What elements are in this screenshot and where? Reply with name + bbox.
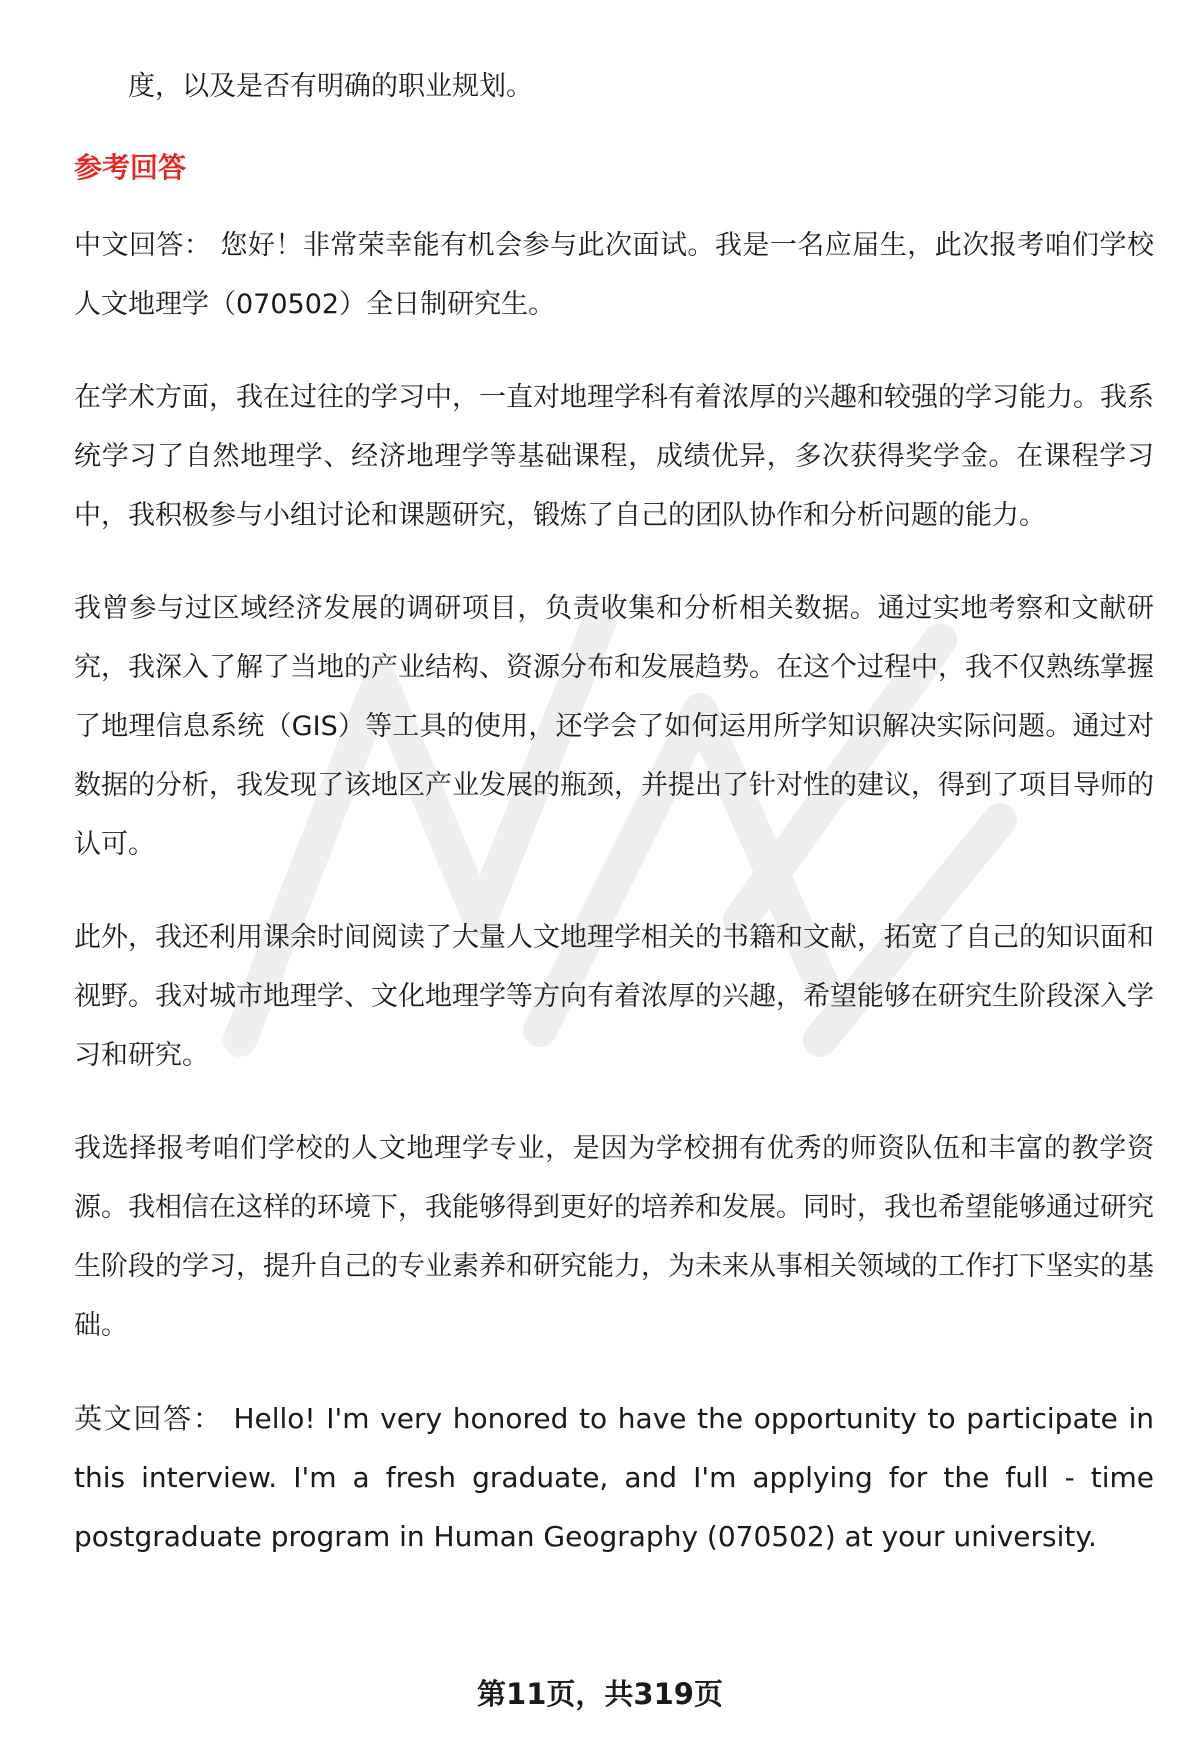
paragraph-motivation: 我选择报考咱们学校的人文地理学专业，是因为学校拥有优秀的师资队伍和丰富的教学资源。我相信在这样的环境下，我能够得到更好的培养和发展。同时，我也希望能够通过研究生阶段的学习，提升自己的专业素养和研究能力，为未来从事相关领域的工作打下坚实的基础。 xyxy=(74,1133,1154,1341)
document-body xyxy=(74,62,1154,1600)
paragraph-extra-reading: 此外，我还利用课余时间阅读了大量人文地理学相关的书籍和文献，拓宽了自己的知识面和视野。我对城市地理学、文化地理学等方向有着浓厚的兴趣，希望能够在研究生阶段深入学习和研究。 xyxy=(74,922,1154,1071)
section-heading: 参考回答 xyxy=(74,151,187,184)
intro-continuation: 度，以及是否有明确的职业规划。 xyxy=(128,71,533,102)
paragraph-academics: 在学术方面，我在过往的学习中，一直对地理学科有着浓厚的兴趣和较强的学习能力。我系统学习了自然地理学、经济地理学等基础课程，成绩优异，多次获得奖学金。在课程学习中，我积极参与小组讨论和课题研究，锻炼了自己的团队协作和分析问题的能力。 xyxy=(74,382,1154,531)
paragraph-chinese-intro: 中文回答： 您好！非常荣幸能有机会参与此次面试。我是一名应届生，此次报考咱们学校人文地理学（070502）全日制研究生。 xyxy=(74,230,1154,320)
paragraph-research-project: 我曾参与过区域经济发展的调研项目，负责收集和分析相关数据。通过实地考察和文献研究，我深入了解了当地的产业结构、资源分布和发展趋势。在这个过程中，我不仅熟练掌握了地理信息系统（GIS）等工具的使用，还学会了如何运用所学知识解决实际问题。通过对数据的分析，我发现了该地区产业发展的瓶颈，并提出了针对性的建议，得到了项目导师的认可。 xyxy=(74,593,1154,860)
page-number-footer: 第11页，共319页 xyxy=(477,1677,723,1711)
paragraph-english-answer: 英文回答： Hello! I'm very honored to have the opportunity to participate in this interview. I'm a fresh graduate, and I'm applying for the full - time postgraduate program in Human Geography (070502) at your university. xyxy=(74,1402,1154,1553)
